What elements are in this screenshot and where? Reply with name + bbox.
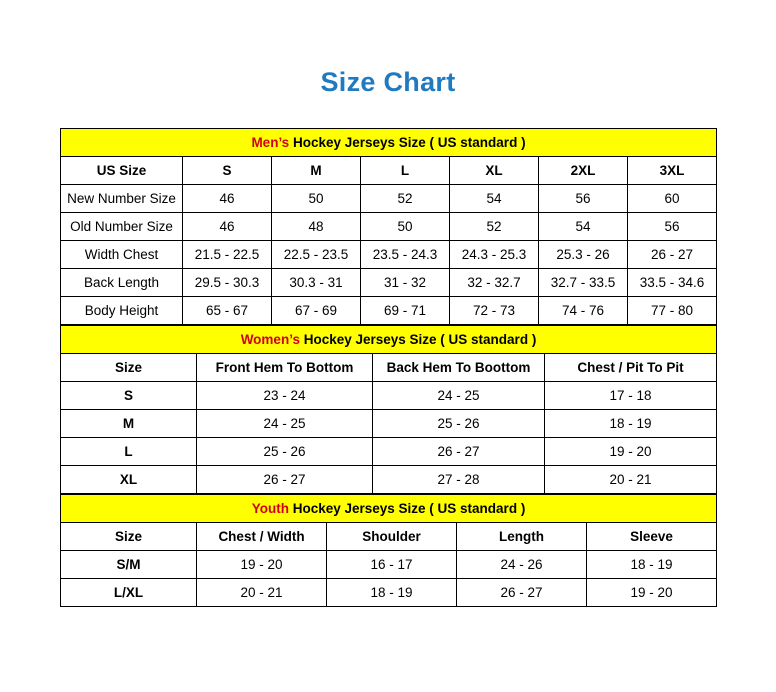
mens-row-2-cell-0: 21.5 - 22.5	[183, 240, 272, 268]
womens-row-0-cell-2: 17 - 18	[545, 381, 717, 409]
mens-row-0-cell-5: 60	[628, 184, 717, 212]
womens-row-3-cell-1: 27 - 28	[373, 465, 545, 493]
mens-row-2-cell-2: 23.5 - 24.3	[361, 240, 450, 268]
youth-row-1-label: L/XL	[61, 578, 197, 606]
womens-row-3-cell-2: 20 - 21	[545, 465, 717, 493]
womens-heading-accent: Women’s	[240, 331, 300, 347]
mens-heading-accent: Men’s	[251, 134, 290, 150]
youth-heading-rest: Hockey Jerseys Size ( US standard )	[288, 500, 526, 516]
youth-row-1-cell-1: 18 - 19	[327, 578, 457, 606]
mens-row-2-cell-4: 25.3 - 26	[539, 240, 628, 268]
table-row	[61, 409, 717, 437]
mens-row-1-cell-2: 50	[361, 212, 450, 240]
youth-row-0-cell-1: 16 - 17	[327, 550, 457, 578]
mens-row-3-cell-5: 33.5 - 34.6	[628, 268, 717, 296]
womens-col-3: Chest / Pit To Pit	[545, 353, 717, 381]
mens-row-3-label: Back Length	[61, 268, 183, 296]
table-row	[61, 381, 717, 409]
table-row	[61, 212, 717, 240]
table-header-row	[61, 522, 717, 550]
table-row	[61, 184, 717, 212]
table-row	[61, 296, 717, 324]
mens-row-2-cell-1: 22.5 - 23.5	[272, 240, 361, 268]
mens-row-2-cell-3: 24.3 - 25.3	[450, 240, 539, 268]
youth-col-1: Chest / Width	[197, 522, 327, 550]
table-section-header-row	[61, 494, 717, 522]
youth-row-0-cell-0: 19 - 20	[197, 550, 327, 578]
mens-col-4: XL	[450, 156, 539, 184]
mens-col-2: M	[272, 156, 361, 184]
mens-col-3: L	[361, 156, 450, 184]
womens-row-1-label: M	[61, 409, 197, 437]
mens-row-4-label: Body Height	[61, 296, 183, 324]
mens-row-4-cell-4: 74 - 76	[539, 296, 628, 324]
mens-row-0-cell-2: 52	[361, 184, 450, 212]
youth-row-0-label: S/M	[61, 550, 197, 578]
womens-row-1-cell-0: 24 - 25	[197, 409, 373, 437]
mens-row-1-cell-5: 56	[628, 212, 717, 240]
womens-col-2: Back Hem To Boottom	[373, 353, 545, 381]
table-row	[61, 578, 717, 606]
table-row	[61, 268, 717, 296]
table-row	[61, 240, 717, 268]
womens-row-2-cell-1: 26 - 27	[373, 437, 545, 465]
womens-col-1: Front Hem To Bottom	[197, 353, 373, 381]
mens-size-table	[60, 128, 717, 325]
youth-row-1-cell-0: 20 - 21	[197, 578, 327, 606]
youth-col-0: Size	[61, 522, 197, 550]
mens-row-0-cell-4: 56	[539, 184, 628, 212]
mens-row-0-cell-1: 50	[272, 184, 361, 212]
table-header-row	[61, 156, 717, 184]
table-row	[61, 437, 717, 465]
womens-row-2-cell-0: 25 - 26	[197, 437, 373, 465]
mens-row-3-cell-1: 30.3 - 31	[272, 268, 361, 296]
mens-row-1-cell-1: 48	[272, 212, 361, 240]
table-row	[61, 550, 717, 578]
womens-col-0: Size	[61, 353, 197, 381]
womens-row-1-cell-2: 18 - 19	[545, 409, 717, 437]
table-header-row	[61, 353, 717, 381]
youth-section-heading	[61, 494, 717, 522]
womens-row-0-label: S	[61, 381, 197, 409]
youth-heading-accent: Youth	[251, 500, 289, 516]
mens-col-6: 3XL	[628, 156, 717, 184]
youth-col-4: Sleeve	[587, 522, 717, 550]
mens-row-3-cell-2: 31 - 32	[361, 268, 450, 296]
mens-col-0: US Size	[61, 156, 183, 184]
womens-size-table	[60, 325, 717, 494]
mens-row-4-cell-5: 77 - 80	[628, 296, 717, 324]
mens-row-3-cell-0: 29.5 - 30.3	[183, 268, 272, 296]
youth-col-2: Shoulder	[327, 522, 457, 550]
womens-section-heading	[61, 325, 717, 353]
womens-row-0-cell-0: 23 - 24	[197, 381, 373, 409]
mens-row-3-cell-3: 32 - 32.7	[450, 268, 539, 296]
mens-row-1-label: Old Number Size	[61, 212, 183, 240]
womens-heading-rest: Hockey Jerseys Size ( US standard )	[299, 331, 537, 347]
mens-row-1-cell-0: 46	[183, 212, 272, 240]
mens-row-3-cell-4: 32.7 - 33.5	[539, 268, 628, 296]
womens-row-3-label: XL	[61, 465, 197, 493]
womens-row-2-label: L	[61, 437, 197, 465]
mens-row-0-label: New Number Size	[61, 184, 183, 212]
youth-col-3: Length	[457, 522, 587, 550]
youth-size-table	[60, 494, 717, 607]
mens-row-4-cell-0: 65 - 67	[183, 296, 272, 324]
youth-row-1-cell-2: 26 - 27	[457, 578, 587, 606]
mens-row-1-cell-4: 54	[539, 212, 628, 240]
mens-row-1-cell-3: 52	[450, 212, 539, 240]
mens-heading-rest: Hockey Jerseys Size ( US standard )	[289, 134, 526, 150]
table-section-header-row	[61, 128, 717, 156]
page-title: Size Chart	[320, 67, 456, 97]
mens-row-4-cell-2: 69 - 71	[361, 296, 450, 324]
mens-col-5: 2XL	[539, 156, 628, 184]
mens-row-0-cell-3: 54	[450, 184, 539, 212]
mens-col-1: S	[183, 156, 272, 184]
womens-row-3-cell-0: 26 - 27	[197, 465, 373, 493]
mens-row-4-cell-1: 67 - 69	[272, 296, 361, 324]
womens-row-2-cell-2: 19 - 20	[545, 437, 717, 465]
youth-row-0-cell-3: 18 - 19	[587, 550, 717, 578]
mens-row-4-cell-3: 72 - 73	[450, 296, 539, 324]
womens-row-1-cell-1: 25 - 26	[373, 409, 545, 437]
table-row	[61, 465, 717, 493]
youth-row-1-cell-3: 19 - 20	[587, 578, 717, 606]
mens-row-2-cell-5: 26 - 27	[628, 240, 717, 268]
table-section-header-row	[61, 325, 717, 353]
youth-row-0-cell-2: 24 - 26	[457, 550, 587, 578]
mens-section-heading	[61, 128, 717, 156]
womens-row-0-cell-1: 24 - 25	[373, 381, 545, 409]
size-chart-container	[60, 98, 716, 607]
mens-row-0-cell-0: 46	[183, 184, 272, 212]
mens-row-2-label: Width Chest	[61, 240, 183, 268]
